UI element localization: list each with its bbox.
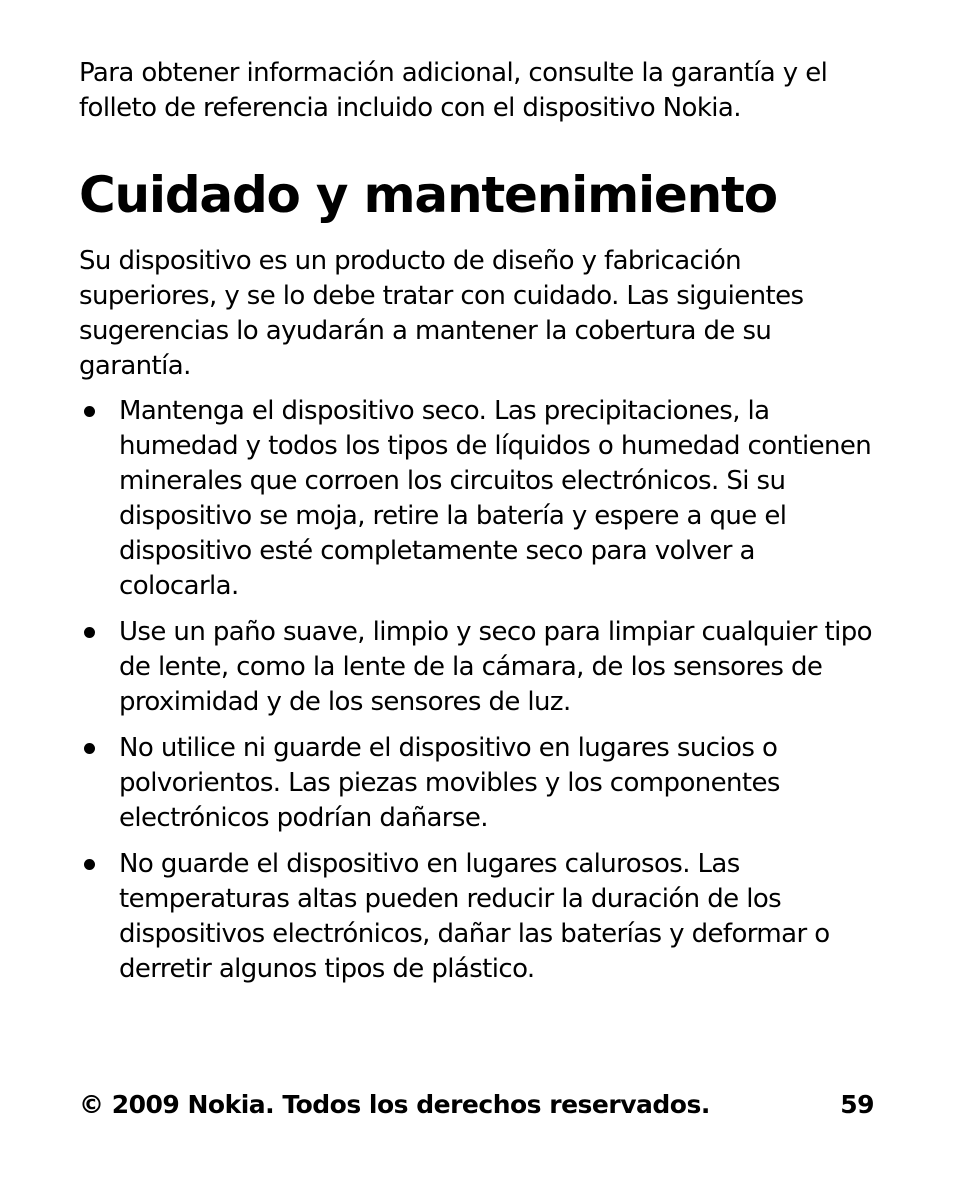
care-tips-list bbox=[79, 394, 879, 987]
list-item bbox=[79, 847, 879, 987]
page-footer bbox=[79, 1089, 874, 1121]
bullet-icon bbox=[84, 743, 95, 754]
page-content bbox=[79, 56, 879, 998]
body-paragraph: Su dispositivo es un producto de diseño y fabricación superiores, y se lo debe tratar con cuidado. Las siguientes sugerencias lo ayudarán a mantener la cobertura de su garantía. bbox=[79, 246, 804, 381]
intro-paragraph: Para obtener información adicional, consulte la garantía y el folleto de referencia incluido con el dispositivo Nokia. bbox=[79, 58, 828, 123]
copyright-notice: © 2009 Nokia. Todos los derechos reservados. bbox=[79, 1090, 710, 1119]
bullet-icon bbox=[84, 627, 95, 638]
bullet-icon bbox=[84, 406, 95, 417]
list-item-text: Mantenga el dispositivo seco. Las precipitaciones, la humedad y todos los tipos de líquidos o humedad contienen minerales que corroen los circuitos electrónicos. Si su dispositivo se moja, retire la batería y espere a que el dispositivo esté completamente seco para volver a colocarla. bbox=[119, 396, 872, 601]
list-item bbox=[79, 394, 879, 604]
section-heading: Cuidado y mantenimiento bbox=[79, 166, 777, 224]
list-item-text: No guarde el dispositivo en lugares calurosos. Las temperaturas altas pueden reducir la duración de los dispositivos electrónicos, dañar las baterías y deformar o derretir algunos tipos de plástico. bbox=[119, 849, 830, 984]
list-item-text: Use un paño suave, limpio y seco para limpiar cualquier tipo de lente, como la lente de la cámara, de los sensores de proximidad y de los sensores de luz. bbox=[119, 617, 872, 717]
list-item bbox=[79, 615, 879, 720]
list-item bbox=[79, 731, 879, 836]
list-item-text: No utilice ni guarde el dispositivo en lugares sucios o polvorientos. Las piezas movibles y los componentes electrónicos podrían dañarse. bbox=[119, 733, 780, 833]
bullet-icon bbox=[84, 859, 95, 870]
page-number: 59 bbox=[840, 1090, 874, 1119]
